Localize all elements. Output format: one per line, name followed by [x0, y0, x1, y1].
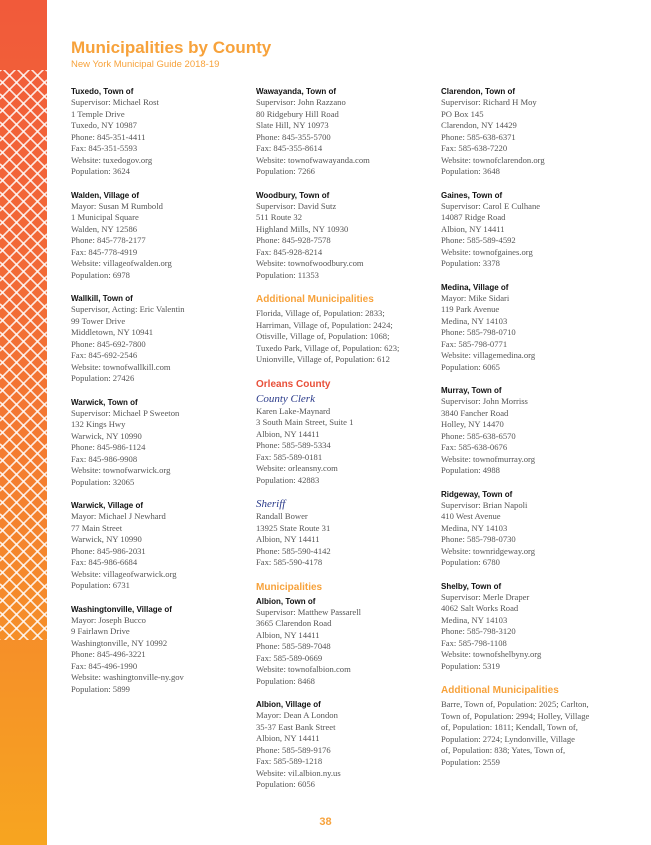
entry-line: Mayor: Susan M Rumbold	[71, 200, 163, 211]
entry-line: 77 Main Street	[71, 522, 123, 533]
entry-line: Karen Lake-Maynard	[256, 405, 331, 416]
entry-line: Website: townofwallkill.com	[71, 361, 171, 372]
entry-line: Fax: 845-986-6684	[71, 557, 138, 567]
decorative-side-bar	[0, 0, 47, 845]
municipality-name: Walden, Village of	[71, 190, 140, 200]
municipality-entry	[441, 190, 611, 270]
municipality-entry	[441, 489, 611, 569]
entry-line: Albion, NY 14411	[256, 534, 320, 544]
column-1	[71, 86, 241, 707]
municipality-entry	[71, 397, 241, 489]
entry-line: Mayor: Joseph Bucco	[71, 614, 146, 625]
municipality-name: Washingtonville, Village of	[71, 604, 172, 614]
entry-line: Phone: 845-351-4411	[71, 131, 146, 142]
entry-line: Mayor: Michael J Newhard	[71, 511, 166, 521]
entry-line: Website: washingtonville-ny.gov	[71, 672, 184, 682]
entry-line: Population: 3624	[71, 166, 130, 176]
entry-line: Phone: 585-638-6371	[441, 131, 516, 142]
entry-line: Website: vil.albion.ny.us	[256, 767, 341, 778]
entry-line: Phone: 845-986-2031	[71, 545, 146, 556]
entry-line: Population: 6056	[256, 779, 315, 789]
entry-line: Phone: 585-798-3120	[441, 626, 516, 636]
entry-line: Fax: 585-798-1108	[441, 637, 507, 648]
municipality-name: Warwick, Town of	[71, 397, 138, 407]
entry-line: Population: 2559	[441, 756, 500, 767]
entry-line: Medina, NY 14103	[441, 315, 508, 326]
entry-line: Fax: 585-589-0181	[256, 451, 323, 462]
entry-line: Town of, Population: 2994; Holley, Village	[441, 710, 590, 721]
entry-line: Website: townofwawayanda.com	[256, 154, 370, 165]
entry-line: Supervisor: John Razzano	[256, 97, 346, 107]
entry-line: Supervisor: David Sutz	[256, 200, 337, 211]
entry-line: Website: townofclarendon.org	[441, 154, 545, 165]
entry-line: 1 Municipal Square	[71, 212, 139, 222]
entry-line: Medina, NY 14103	[441, 614, 508, 625]
municipality-name: Woodbury, Town of	[256, 190, 330, 200]
entry-line: 80 Ridgebury Hill Road	[256, 108, 339, 119]
entry-line: Supervisor: Carol E Culhane	[441, 200, 541, 211]
entry-line: Medina, NY 14103	[441, 522, 508, 533]
entry-line: Slate Hill, NY 10973	[256, 120, 329, 130]
entry-line: Supervisor: Merle Draper	[441, 591, 530, 602]
municipality-entry	[256, 596, 426, 688]
entry-line: Harriman, Village of, Population: 2424;	[256, 319, 393, 330]
entry-line: Population: 8468	[256, 675, 315, 686]
entry-line: 132 Kings Hwy	[71, 419, 126, 429]
municipality-entry	[71, 190, 241, 282]
entry-line: Phone: 845-355-5700	[256, 131, 331, 142]
entry-line: Website: villageofwarwick.org	[71, 568, 177, 579]
entry-line: Population: 11353	[256, 269, 319, 280]
entry-line: Population: 5319	[441, 660, 500, 671]
municipality-entry	[441, 385, 611, 477]
sheriff-heading: Sheriff	[256, 498, 286, 510]
municipality-name: Wawayanda, Town of	[256, 87, 337, 96]
entry-line: Albion, NY 14411	[256, 629, 320, 640]
entry-line: Phone: 845-778-2177	[71, 235, 146, 245]
municipalities-heading: Municipalities	[256, 581, 323, 593]
entry-line: Phone: 845-928-7578	[256, 235, 331, 245]
municipality-entry	[441, 581, 611, 673]
entry-line: Phone: 845-496-3221	[71, 649, 146, 659]
municipality-name: Medina, Village of	[441, 282, 509, 292]
column-2	[256, 86, 426, 803]
entry-line: Population: 27426	[71, 373, 135, 383]
entry-line: Supervisor: Matthew Passarell	[256, 606, 362, 617]
entry-line: Phone: 845-986-1124	[71, 442, 146, 452]
entry-line: Supervisor: Michael Rost	[71, 97, 159, 107]
entry-line: of, Population: 1811; Kendall, Town of,	[441, 722, 578, 732]
entry-line: Fax: 845-928-8214	[256, 246, 323, 257]
entry-line: Population: 7266	[256, 166, 315, 176]
municipality-entry	[256, 699, 426, 791]
entry-line: Website: townofwarwick.org	[71, 465, 171, 475]
entry-line: Mayor: Dean A London	[256, 710, 338, 720]
entry-line: Phone: 585-589-9176	[256, 744, 331, 755]
entry-line: Phone: 585-638-6570	[441, 430, 516, 441]
entry-line: Fax: 845-778-4919	[71, 246, 138, 257]
entry-line: 119 Park Avenue	[441, 304, 500, 314]
municipality-entry	[71, 500, 241, 592]
entry-line: 410 West Avenue	[441, 511, 501, 521]
entry-line: Phone: 585-798-0710	[441, 327, 516, 337]
entry-line: 3 South Main Street, Suite 1	[256, 417, 354, 427]
entry-line: Website: villagemedina.org	[441, 350, 536, 360]
entry-line: Website: townofshelbyny.org	[441, 649, 542, 659]
entry-line: Highland Mills, NY 10930	[256, 223, 349, 234]
page-subtitle: New York Municipal Guide 2018-19	[71, 59, 220, 70]
entry-line: PO Box 145	[441, 108, 484, 119]
municipality-name: Wallkill, Town of	[71, 294, 133, 303]
municipality-name: Gaines, Town of	[441, 190, 503, 200]
entry-line: Website: townofwoodbury.com	[256, 258, 364, 268]
entry-line: Website: townofalbion.com	[256, 664, 351, 674]
entry-line: Website: tuxedogov.org	[71, 154, 153, 165]
entry-line: Holley, NY 14470	[441, 419, 504, 429]
entry-line: Warwick, NY 10990	[71, 534, 142, 544]
entry-line: Fax: 845-986-9908	[71, 453, 138, 464]
additional-municipalities-text	[441, 699, 611, 768]
municipality-entry	[441, 86, 611, 178]
entry-line: Otisville, Village of, Population: 1068;	[256, 331, 390, 341]
entry-line: Fax: 585-638-7220	[441, 143, 508, 153]
municipality-entry	[71, 293, 241, 385]
entry-line: 99 Tower Drive	[71, 315, 126, 326]
entry-line: 511 Route 32	[256, 212, 302, 222]
entry-line: 35-37 East Bank Street	[256, 721, 336, 732]
page-header	[71, 38, 271, 71]
county-clerk-entry	[256, 406, 426, 487]
entry-line: Supervisor: Richard H Moy	[441, 97, 537, 107]
entry-line: 13925 State Route 31	[256, 522, 331, 533]
additional-municipalities-heading: Additional Municipalities	[256, 294, 374, 305]
entry-line: Website: villageofwalden.org	[71, 258, 172, 268]
municipality-entry	[71, 604, 241, 696]
entry-line: Supervisor: Michael P Sweeton	[71, 407, 180, 418]
entry-line: Albion, NY 14411	[256, 428, 320, 439]
municipality-name: Tuxedo, Town of	[71, 87, 134, 96]
entry-line: Washingtonville, NY 10992	[71, 637, 168, 648]
entry-line: Phone: 585-589-5334	[256, 440, 331, 450]
entry-line: Phone: 845-692-7800	[71, 338, 146, 349]
entry-line: Clarendon, NY 14429	[441, 120, 517, 130]
municipality-name: Albion, Village of	[256, 700, 321, 709]
entry-line: Fax: 585-638-0676	[441, 442, 508, 452]
entry-line: Website: townridgeway.org	[441, 545, 536, 556]
municipality-name: Ridgeway, Town of	[441, 489, 513, 499]
entry-line: Albion, NY 14411	[441, 223, 505, 234]
entry-line: Fax: 845-355-8614	[256, 143, 323, 153]
additional-municipalities-heading: Additional Municipalities	[441, 685, 559, 696]
entry-line: Randall Bower	[256, 511, 308, 521]
entry-line: Walden, NY 12586	[71, 223, 138, 234]
entry-line: Middletown, NY 10941	[71, 327, 154, 337]
entry-line: Tuxedo Park, Village of, Population: 623;	[256, 342, 400, 353]
municipality-entry	[256, 190, 426, 282]
entry-line: Supervisor, Acting: Eric Valentin	[71, 304, 185, 314]
entry-line: 4062 Salt Works Road	[441, 603, 519, 613]
entry-line: Supervisor: John Morriss	[441, 396, 528, 406]
entry-line: Fax: 585-590-4178	[256, 557, 323, 567]
municipality-name: Shelby, Town of	[441, 581, 502, 591]
entry-line: Population: 6731	[71, 580, 130, 590]
entry-line: Supervisor: Brian Napoli	[441, 499, 528, 510]
entry-line: Unionville, Village of, Population: 612	[256, 354, 390, 364]
entry-line: Fax: 585-798-0771	[441, 338, 508, 349]
entry-line: Population: 32065	[71, 476, 135, 487]
entry-line: Website: townofgaines.org	[441, 246, 533, 257]
municipality-name: Albion, Town of	[256, 596, 316, 606]
entry-line: Fax: 585-589-1218	[256, 756, 323, 766]
entry-line: Population: 3648	[441, 166, 500, 176]
municipality-entry	[256, 86, 426, 178]
entry-line: Population: 6780	[441, 557, 500, 567]
entry-line: Population: 6978	[71, 269, 130, 280]
municipality-entry	[441, 282, 611, 374]
entry-line: Website: orleansny.com	[256, 463, 338, 473]
county-clerk-heading: County Clerk	[256, 392, 315, 405]
entry-line: Fax: 845-351-5593	[71, 143, 138, 153]
additional-municipalities-text	[256, 308, 426, 366]
municipality-name: Murray, Town of	[441, 386, 502, 395]
entry-line: Population: 4988	[441, 465, 500, 475]
entry-line: Florida, Village of, Population: 2833;	[256, 308, 385, 318]
county-heading: Orleans County	[256, 378, 331, 390]
entry-line: Barre, Town of, Population: 2025; Carlton,	[441, 699, 589, 709]
page-title: Municipalities by County	[71, 38, 272, 57]
sheriff-entry	[256, 511, 426, 569]
diagonal-stripes-pattern	[0, 0, 47, 845]
entry-line: Tuxedo, NY 10987	[71, 120, 137, 130]
entry-line: Population: 3378	[441, 258, 500, 268]
entry-line: Phone: 585-589-7048	[256, 641, 331, 651]
entry-line: 3840 Fancher Road	[441, 407, 509, 418]
page-number: 38	[319, 816, 332, 828]
entry-line: Phone: 585-798-0730	[441, 534, 516, 544]
entry-line: Fax: 845-692-2546	[71, 350, 138, 360]
municipality-name: Warwick, Village of	[71, 501, 144, 510]
column-3	[441, 86, 611, 780]
entry-line: Fax: 585-589-0669	[256, 652, 323, 663]
entry-line: Population: 42883	[256, 474, 320, 485]
entry-line: Mayor: Mike Sidari	[441, 292, 510, 303]
entry-line: Phone: 585-590-4142	[256, 545, 331, 556]
entry-line: Phone: 585-589-4592	[441, 235, 516, 245]
municipality-entry	[71, 86, 241, 178]
entry-line: Website: townofmurray.org	[441, 453, 536, 464]
entry-line: 9 Fairlawn Drive	[71, 626, 130, 636]
entry-line: 3665 Clarendon Road	[256, 618, 332, 628]
municipality-name: Clarendon, Town of	[441, 87, 516, 96]
entry-line: Fax: 845-496-1990	[71, 660, 138, 671]
entry-line: 14087 Ridge Road	[441, 212, 506, 222]
entry-line: Population: 2724; Lyndonville, Village	[441, 733, 575, 744]
entry-line: Population: 6065	[441, 361, 500, 372]
entry-line: of, Population: 838; Yates, Town of,	[441, 745, 566, 755]
entry-line: Population: 5899	[71, 683, 130, 694]
entry-line: Albion, NY 14411	[256, 733, 320, 743]
entry-line: 1 Temple Drive	[71, 108, 125, 119]
entry-line: Warwick, NY 10990	[71, 430, 142, 441]
